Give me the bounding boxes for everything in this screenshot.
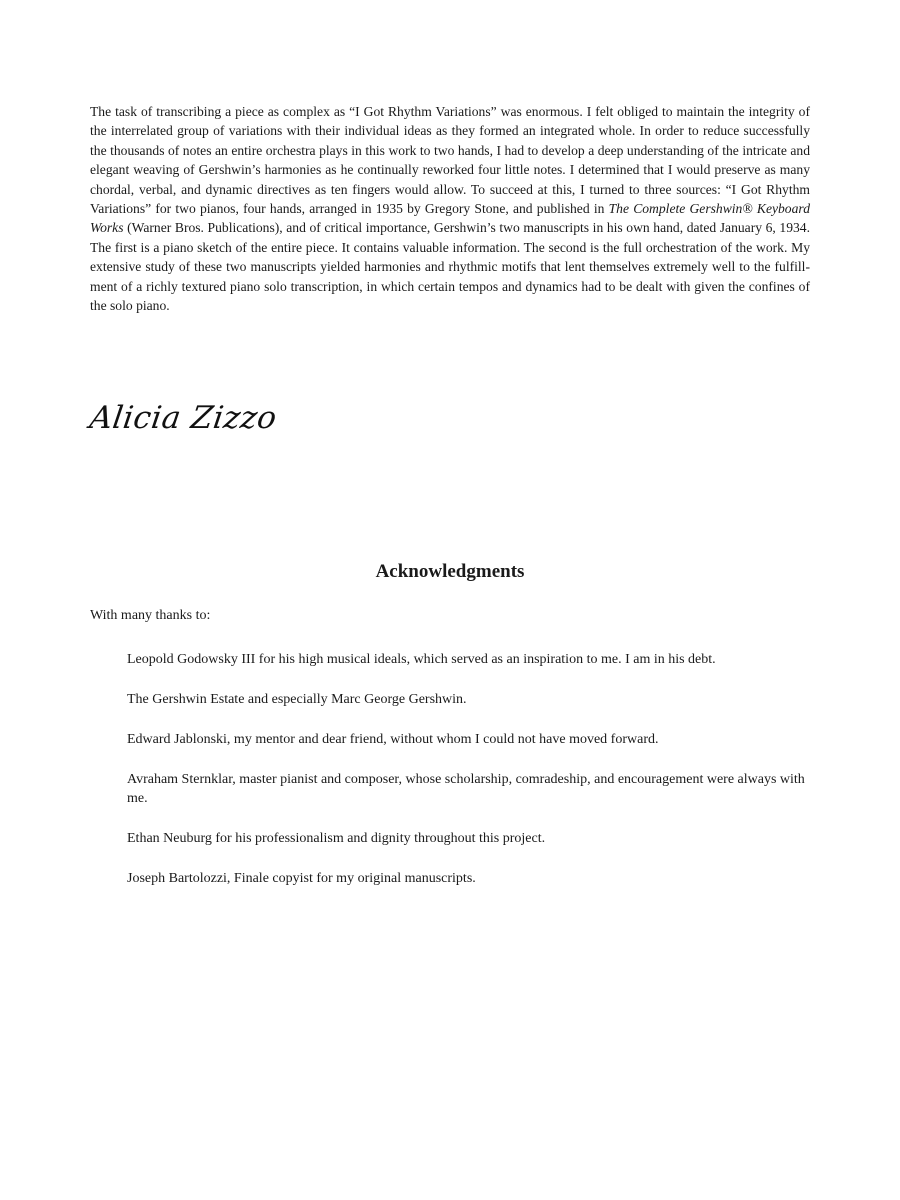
- list-item: Avraham Sternklar, master pianist and composer, whose scholarship, comradeship, and encouragement were always with me.: [127, 772, 805, 806]
- list-item: Ethan Neuburg for his professionalism and dignity throughout this project.: [127, 831, 546, 846]
- signature: Alicia Zizzo: [87, 400, 280, 436]
- intro-text-part-1: The task of transcribing a piece as complex as “I Got Rhythm Variations” was enormous. I felt obliged to maintain the integrity of the interrelated group of variations with their individual ideas as they formed an integrated whole. In order to reduce successfully the thousands of notes an entire orchestra plays in this work to two hands, I had to develop a deep understanding of the intricate and elegant weaving of Gershwin’s harmonies as he continually reworked four little notes. I determined that I would preserve as many chordal, verbal, and dynamic directives as ten fingers would allow. To succeed at this, I turned to three sources: “I Got Rhythm Variations” for two pianos, four hands, arranged in 1935 by Gregory Stone, and published in: [90, 104, 810, 217]
- list-item: Joseph Bartolozzi, Finale copyist for my original manuscripts.: [127, 871, 476, 886]
- list-item: Edward Jablonski, my mentor and dear friend, without whom I could not have moved forward.: [127, 732, 659, 747]
- acknowledgments-heading: Acknowledgments: [375, 561, 525, 582]
- book-title: The Complete Gershwin® Keyboard Works: [90, 201, 810, 236]
- acknowledgments-intro: With many thanks to:: [90, 608, 211, 623]
- list-item: Leopold Godowsky III for his high musical ideals, which served as an inspiration to me. I am in his debt.: [127, 652, 716, 667]
- intro-paragraph: [90, 102, 810, 315]
- list-item: The Gershwin Estate and especially Marc George Gershwin.: [127, 692, 467, 707]
- acknowledgments-list: [127, 650, 817, 888]
- intro-text-part-2: (Warner Bros. Publications), and of critical importance, Gershwin’s two manuscripts in his own hand, dated January 6, 1934. The first is a piano sketch of the entire piece. It contains valuable information. The second is the full orchestration of the work. My extensive study of these two manuscripts yielded harmonies and rhythmic motifs that lent themselves extremely well to the fulfillment of a richly textured piano solo transcription, in which certain tempos and dynamics had to be dealt with given the confines of the solo piano.: [90, 220, 810, 314]
